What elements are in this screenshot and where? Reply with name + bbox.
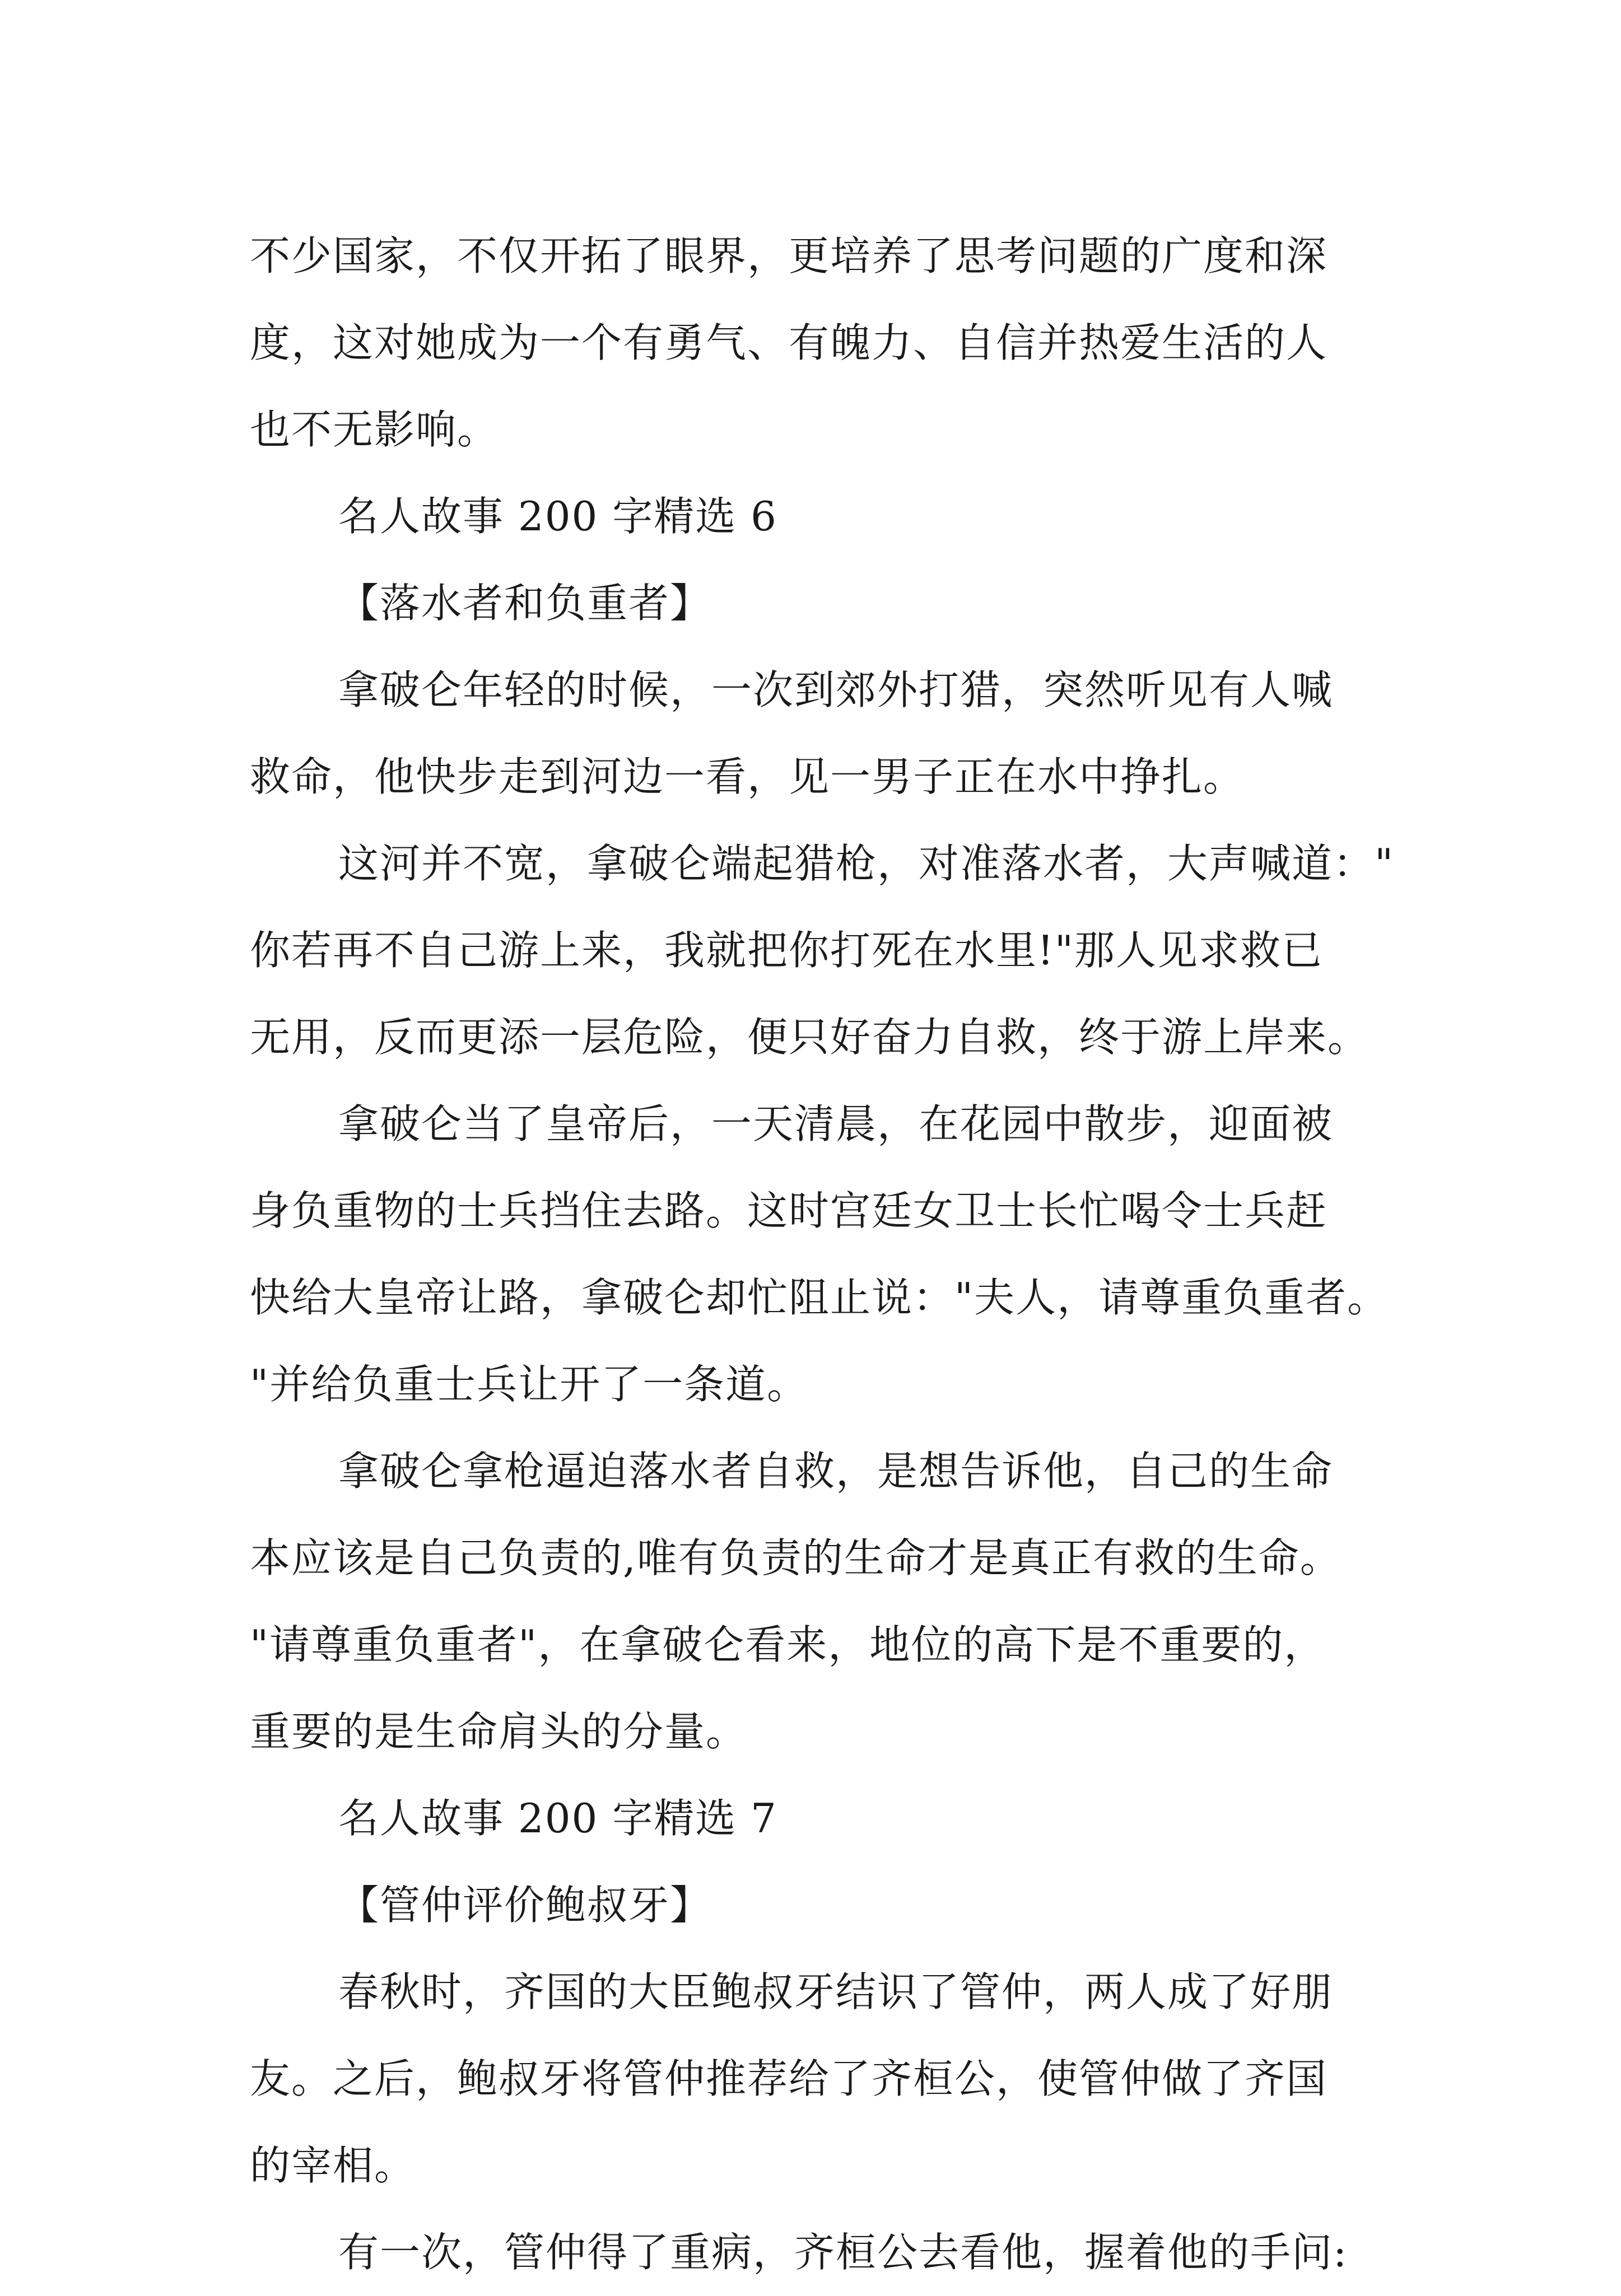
- text-line: 名人故事 200 字精选 7: [338, 1795, 777, 1842]
- text-line: 快给大皇帝让路，拿破仑却忙阻止说："夫人，请尊重负重者。: [250, 1274, 1389, 1321]
- text-line: 拿破仑年轻的时候，一次到郊外打猎，突然听见有人喊: [338, 666, 1334, 713]
- text-line: 拿破仑当了皇帝后，一天清晨，在花园中散步，迎面被: [338, 1100, 1334, 1147]
- text-line: 本应该是自己负责的,唯有负责的生命才是真正有救的生命。: [250, 1534, 1341, 1581]
- document-body: [250, 213, 1395, 2296]
- text-line: 身负重物的士兵挡住去路。这时宫廷女卫士长忙喝令士兵赶: [250, 1187, 1328, 1234]
- text-line: 拿破仑拿枪逼迫落水者自救，是想告诉他，自己的生命: [338, 1448, 1334, 1495]
- text-line: 也不无影响。: [250, 406, 499, 453]
- text-line: 名人故事 200 字精选 6: [338, 493, 777, 540]
- text-line: 的宰相。: [250, 2142, 416, 2189]
- text-line: 【管仲评价鲍叔牙】: [338, 1882, 712, 1929]
- text-line: 度，这对她成为一个有勇气、有魄力、自信并热爱生活的人: [250, 319, 1328, 366]
- text-line: 春秋时，齐国的大臣鲍叔牙结识了管仲，两人成了好朋: [338, 1968, 1334, 2015]
- text-line: 你若再不自己游上来，我就把你打死在水里!"那人见求救已: [250, 927, 1324, 974]
- text-line: 不少国家，不仅开拓了眼界，更培养了思考问题的广度和深: [250, 232, 1328, 279]
- text-line: 无用，反而更添一层危险，便只好奋力自救，终于游上岸来。: [250, 1014, 1370, 1061]
- text-line: "请尊重负重者"，在拿破仑看来，地位的高下是不重要的，: [250, 1621, 1326, 1668]
- text-line: 友。之后，鲍叔牙将管仲推荐给了齐桓公，使管仲做了齐国: [250, 2055, 1328, 2102]
- text-line: 有一次，管仲得了重病，齐桓公去看他，握着他的手问:: [338, 2229, 1348, 2276]
- text-line: 救命，他快步走到河边一看，见一男子正在水中挣扎。: [250, 753, 1245, 800]
- text-line: "并给负重士兵让开了一条道。: [250, 1361, 809, 1408]
- text-line: 【落水者和负重者】: [338, 580, 712, 627]
- text-line: 这河并不宽，拿破仑端起猎枪，对准落水者，大声喊道：": [338, 840, 1395, 887]
- text-line: 重要的是生命肩头的分量。: [250, 1708, 748, 1755]
